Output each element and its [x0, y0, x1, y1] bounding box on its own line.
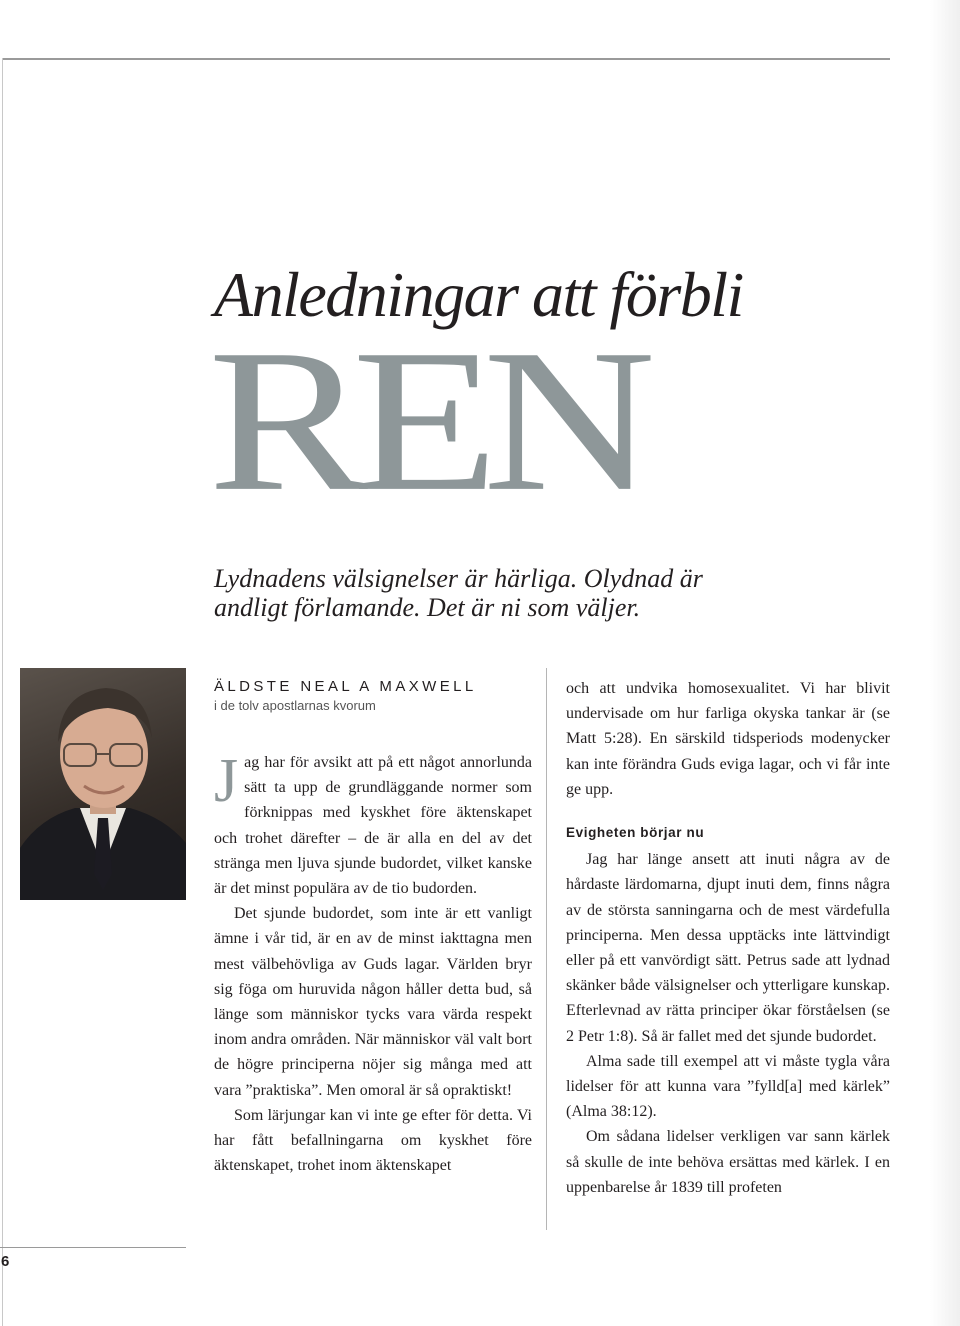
footer-rule — [0, 1247, 186, 1248]
body-paragraph: Som lärjungar kan vi inte ge efter för detta. Vi har fått befallningarna om kyskhet före äktenskapet, trohet inom äktenskapet — [214, 1106, 532, 1175]
portrait-illustration — [20, 668, 186, 900]
body-paragraph: Alma sade till exempel att vi måste tygla våra lidelser för att kunna vara ”fylld[a] med kärlek” (Alma 38:12). — [566, 1052, 890, 1121]
section-subheading: Evigheten börjar nu — [566, 825, 705, 841]
body-paragraph: Det sjunde budordet, som inte är ett vanligt ämne i vår tid, är en av de minst iakttagna men mest välbehövliga av Guds lagar. Världen bryr sig föga om huruvida någon håller detta bud, så länge som människor tycks vara värda respekt inom andra områden. När människor väl valt bort de högre principerna nöjer sig många med att vara ”praktiska”. Men omoral är så opraktiskt! — [214, 905, 532, 1099]
body-paragraph — [214, 747, 532, 901]
article-title: REN — [208, 306, 640, 534]
body-paragraph: Om sådana lidelser verkligen var sann kärlek så skulle de inte behöva ersättas med kärlek. I en uppenbarelse år 1839 till profeten — [566, 1128, 890, 1196]
page-edge-shading — [930, 0, 960, 1326]
author-role: i de tolv apostlarnas kvorum — [214, 698, 376, 713]
left-margin-rule — [2, 58, 3, 1326]
article-kicker: Anledningar att förbli — [214, 259, 743, 330]
body-paragraph: Jag har länge ansett att inuti några av de hårdaste lärdomarna, djupt inuti dem, finns några av de största sanningarna och de mest värdefulla principerna. Men dessa upptäcks inte lättvindigt eller på ett vanvördigt sätt. Petrus sade att lydnad skänker både välsignelser och ytterligare kunskap. Efterlevnad av rätta principer ökar förståelsen (se 2 Petr 1:8). Så är fallet med det sjunde budordet. — [566, 851, 890, 1045]
drop-cap: J — [214, 747, 239, 815]
top-rule — [2, 58, 890, 60]
body-column-left — [214, 747, 532, 1178]
body-column-right — [566, 676, 890, 1200]
page-number: 6 — [1, 1253, 10, 1270]
body-paragraph: och att undvika homosexualitet. Vi har blivit undervisade om hur farliga okyska tankar är (se Matt 5:28). En särskild tidsperiods modenycker kan inte förändra Guds eviga lagar, och vi får inte ge upp. — [566, 680, 890, 798]
article-subtitle: Lydnadens välsignelser är härliga. Olydnad är andligt förlamande. Det är ni som väljer. — [214, 564, 703, 622]
author-portrait-photo — [20, 668, 186, 900]
paragraph-text: ag har för avsikt att på ett något annorlunda sätt ta upp de grundläggande normer som förknippas med kyskhet före äktenskapet och trohet därefter – de är alla en del av det stränga men ljuva sjunde budordet, vilket kanske är det minst populära av de tio budorden. — [214, 754, 532, 898]
author-name: ÄLDSTE NEAL A MAXWELL — [214, 678, 477, 695]
column-divider — [546, 668, 547, 1230]
